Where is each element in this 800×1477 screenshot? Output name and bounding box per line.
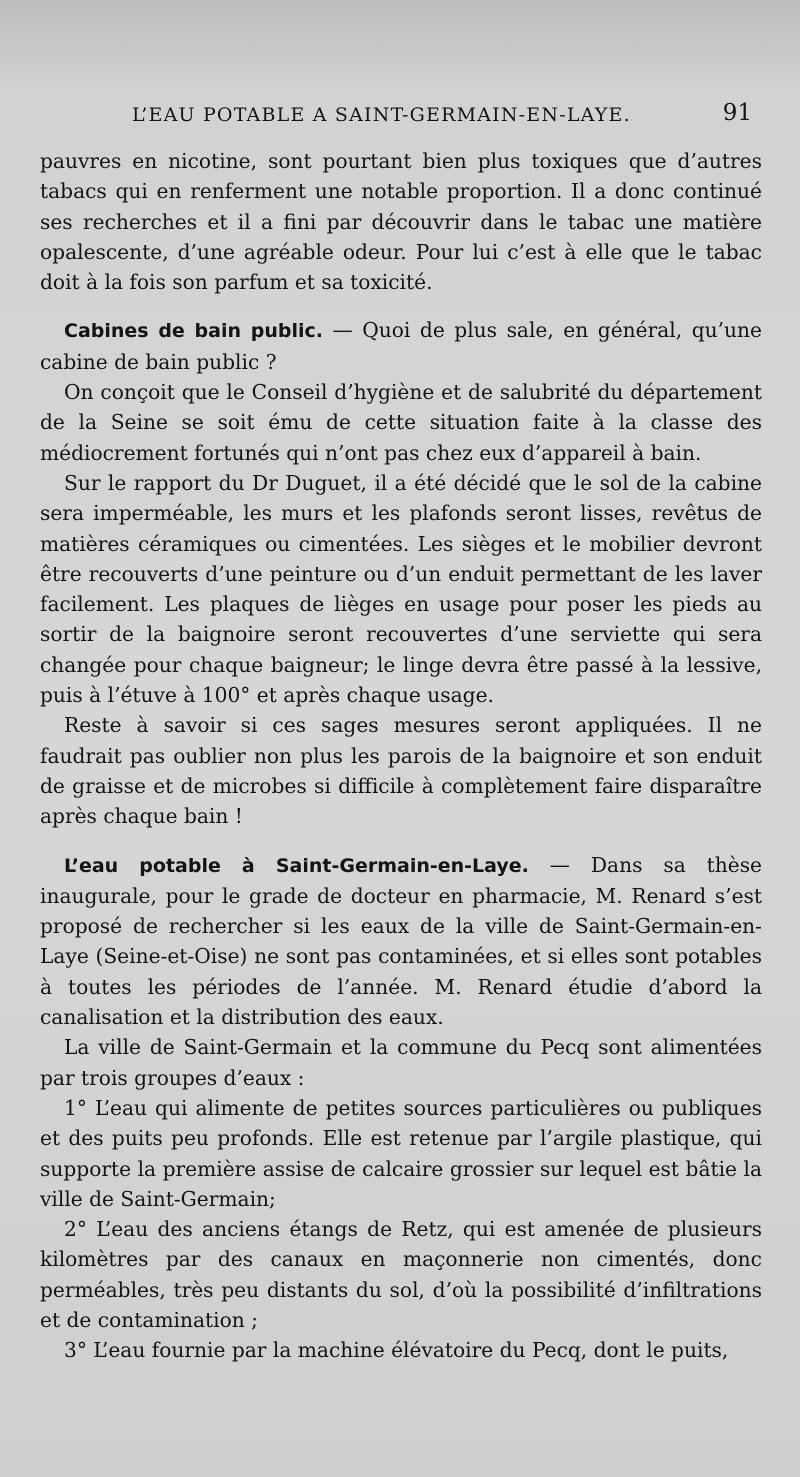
list-item-3: 3° L’eau fournie par la machine élévatoire du Pecq, dont le puits, bbox=[64, 1338, 729, 1363]
section-heading-cabines: Cabines de bain public. bbox=[64, 320, 323, 343]
paragraph-cabines: Cabines de bain public. — Quoi de plus sale, en général, qu’une cabine de bain public ? bbox=[40, 318, 762, 374]
paragraph: On conçoit que le Conseil d’hygiène et de salubrité du département de la Seine se soit ému de cette situation faite à la classe des médiocrement fortunés qui n’ont pas chez eux d’appareil à bain. bbox=[40, 380, 762, 465]
paragraph-continued: pauvres en nicotine, sont pourtant bien plus toxiques que d’autres tabacs qui en renferment une notable proportion. Il a donc continué ses recherches et il a fini par découvrir dans le tabac une matière opalescente, d’une agréable odeur. Pour lui c’est à elle que le tabac doit à la fois son parfum et sa toxicité. bbox=[40, 149, 762, 295]
running-title: L’EAU POTABLE A SAINT-GERMAIN-EN-LAYE. bbox=[132, 104, 631, 126]
paragraph: Reste à savoir si ces sages mesures seront appliquées. Il ne faudrait pas oublier non plus les parois de la baignoire et son enduit de graisse et de microbes si difficile à complètement faire disparaître après chaque bain ! bbox=[40, 713, 762, 829]
list-item-2: 2° L’eau des anciens étangs de Retz, qui est amenée de plusieurs kilomètres par des canaux en maçonnerie non cimentés, donc perméables, très peu distants du sol, d’où la possibilité d’infiltrations et de contamination ; bbox=[40, 1217, 762, 1332]
paragraph-eau-potable: L’eau potable à Saint-Germain-en-Laye. — Dans sa thèse inaugurale, pour le grade de docteur en pharmacie, M. Renard s’est proposé de rechercher si les eaux de la ville de Saint-Germain-en-Laye (Seine-et-Oise) ne sont pas contaminées, et si elles sont potables à toutes les périodes de l’année. M. Renard étudie d’abord la canalisation et la distribution des eaux. bbox=[40, 852, 763, 1030]
section-heading-eau-potable: L’eau potable à Saint-Germain-en-Laye. bbox=[64, 854, 529, 877]
body-text bbox=[40, 146, 762, 1366]
list-item-1: 1° L’eau qui alimente de petites sources particulières ou publiques et des puits peu profonds. Elle est retenue par l’argile plastique, qui supporte la première assise de calcaire grossier sur lequel est bâtie la ville de Saint-Germain; bbox=[40, 1095, 762, 1211]
running-head bbox=[132, 100, 762, 126]
paragraph: La ville de Saint-Germain et la commune du Pecq sont alimentées par trois groupes d’eaux : bbox=[40, 1035, 762, 1090]
paragraph: Sur le rapport du Dr Duguet, il a été décidé que le sol de la cabine sera imperméable, les murs et les plafonds seront lisses, revêtus de matières céramiques ou cimentées. Les sièges et le mobilier devront être recouverts d’une peinture ou d’un enduit permettant de les laver facilement. Les plaques de lièges en usage pour poser les pieds au sortir de la baignoire seront recouvertes d’une serviette qui sera changée pour chaque baigneur; le linge devra être passé à la lessive, puis à l’étuve à 100° et après chaque usage. bbox=[40, 470, 762, 708]
page-number: 91 bbox=[722, 100, 752, 126]
